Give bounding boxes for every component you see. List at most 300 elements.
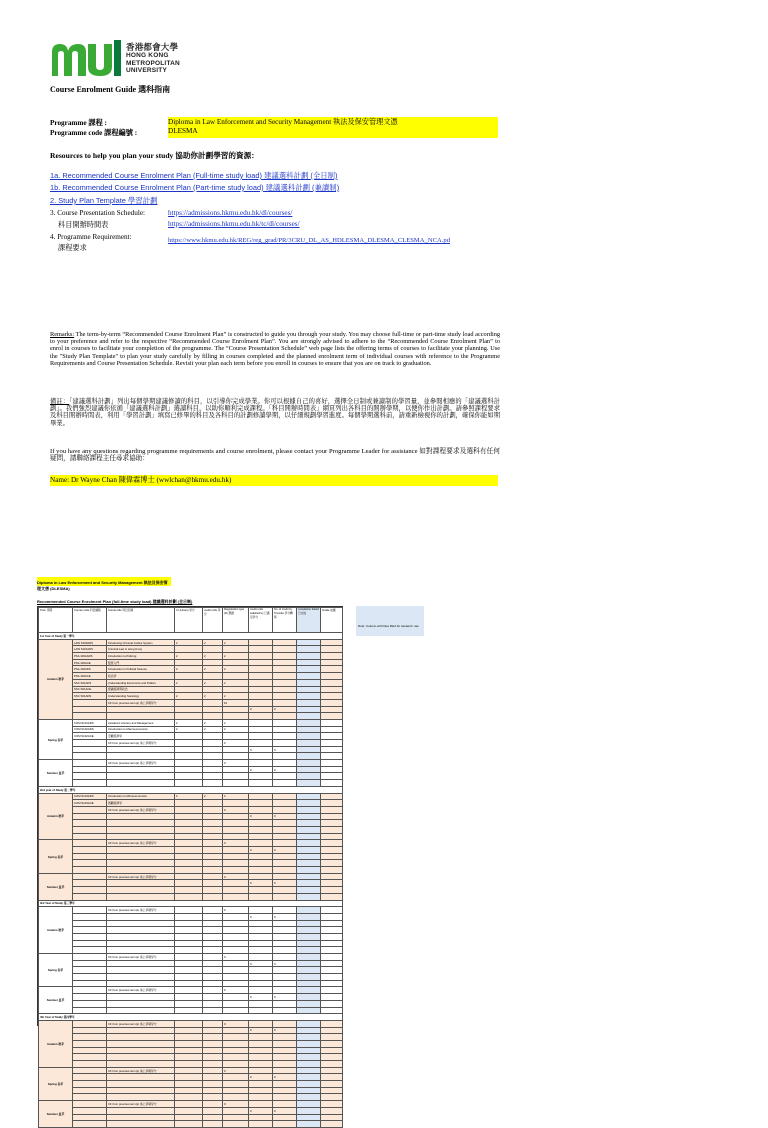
table-cell	[203, 853, 223, 860]
table-cell	[73, 1034, 107, 1041]
table-cell	[297, 806, 321, 813]
table-row	[39, 1061, 343, 1068]
table-cell	[107, 706, 175, 713]
table-cell	[107, 1047, 175, 1054]
table-cell	[297, 1114, 321, 1121]
table-cell	[297, 1047, 321, 1054]
table-cell	[223, 659, 249, 666]
table-cell	[223, 1027, 249, 1034]
table-cell	[203, 954, 223, 961]
table-cell: 0	[273, 1107, 297, 1114]
table-cell	[321, 1054, 343, 1061]
table-cell	[321, 940, 343, 947]
table-cell: SSC S01ADS	[73, 693, 107, 700]
table-cell	[73, 740, 107, 747]
table-cell	[223, 947, 249, 954]
table-cell	[175, 987, 203, 994]
table-cell	[297, 860, 321, 867]
table-cell	[273, 1047, 297, 1054]
table-cell	[73, 1094, 107, 1101]
table-cell	[73, 1061, 107, 1068]
table-cell	[203, 1101, 223, 1108]
table-cell	[203, 1094, 223, 1101]
table-row	[39, 1087, 343, 1094]
table-cell: Introduction to Macroeconomics	[107, 726, 175, 733]
table-cell: 2	[203, 639, 223, 646]
table-cell	[175, 733, 203, 740]
table-cell	[297, 793, 321, 800]
table-cell	[175, 1027, 203, 1034]
table-cell: CF from previous term(s) 承上學期學分	[107, 1101, 175, 1108]
table-cell	[73, 967, 107, 974]
table-cell	[321, 686, 343, 693]
table-cell	[73, 833, 107, 840]
table-cell: Spring 春季	[39, 1067, 73, 1100]
table-cell: COM S102ACE	[73, 733, 107, 740]
table-cell: 0	[223, 1020, 249, 1027]
table-cell	[73, 806, 107, 813]
table-cell	[73, 913, 107, 920]
table-cell: 0	[273, 746, 297, 753]
table-cell	[321, 753, 343, 760]
table-cell	[175, 947, 203, 954]
table-cell	[175, 954, 203, 961]
table-cell	[321, 699, 343, 706]
table-cell	[175, 773, 203, 780]
table-cell: Autumn 秋季	[39, 1020, 73, 1067]
table-cell	[249, 1094, 273, 1101]
table-cell	[107, 766, 175, 773]
table-cell	[249, 726, 273, 733]
table-cell: 0	[273, 960, 297, 967]
link-part-time-plan[interactable]: 1b. Recommended Course Enrolment Plan (Part-time study load) 建議選科計劃 (兼讀制)	[50, 183, 340, 192]
table-cell	[107, 980, 175, 987]
table-cell	[223, 853, 249, 860]
table-cell	[297, 847, 321, 854]
table-cell	[273, 974, 297, 981]
table-cell	[321, 806, 343, 813]
table-cell	[223, 746, 249, 753]
table-cell: COM S102ADS	[73, 726, 107, 733]
link-study-plan-template[interactable]: 2. Study Plan Template 學習計劃	[50, 196, 158, 205]
table-cell	[175, 713, 203, 720]
table-cell	[249, 653, 273, 660]
table-cell	[203, 940, 223, 947]
remarks-paragraph	[50, 331, 500, 367]
table-cell: 2	[223, 719, 249, 726]
table-row	[39, 974, 343, 981]
year-row	[39, 1014, 343, 1021]
table-row	[39, 847, 343, 854]
table-cell	[249, 639, 273, 646]
table-row	[39, 713, 343, 720]
table-cell	[73, 893, 107, 900]
table-cell	[273, 1061, 297, 1068]
table-cell: CF from previous term(s) 承上學期學分	[107, 760, 175, 767]
table-cell	[297, 1061, 321, 1068]
table-cell	[321, 994, 343, 1001]
presentation-schedule-label: 3. Course Presentation Schedule:	[50, 209, 146, 217]
table-cell	[175, 920, 203, 927]
table-cell	[321, 773, 343, 780]
presentation-schedule-link-en[interactable]: https://admissions.hkmu.edu.hk/dl/courses/	[168, 209, 293, 217]
table-cell	[249, 933, 273, 940]
column-header: completion ticked 已完成	[297, 608, 321, 633]
table-row	[39, 833, 343, 840]
table-cell	[321, 766, 343, 773]
table-cell	[107, 1087, 175, 1094]
table-cell: 2	[175, 719, 203, 726]
table-cell	[297, 679, 321, 686]
table-row	[39, 686, 343, 693]
table-cell	[175, 887, 203, 894]
table-cell	[203, 753, 223, 760]
table-cell	[223, 766, 249, 773]
table-cell	[273, 1087, 297, 1094]
table-cell: Summer 夏季	[39, 760, 73, 787]
table-cell: PSA 100ACE	[73, 659, 107, 666]
table-cell	[223, 913, 249, 920]
programme-code-value: DLESMA	[168, 127, 498, 138]
table-cell	[273, 719, 297, 726]
table-cell	[249, 820, 273, 827]
table-cell	[175, 1047, 203, 1054]
table-cell	[249, 1061, 273, 1068]
table-cell: 2nd year of Study 第二學年	[39, 786, 343, 793]
table-cell	[249, 666, 273, 673]
table-cell	[321, 760, 343, 767]
table-cell	[321, 713, 343, 720]
table-cell: 0	[249, 994, 273, 1001]
table-cell	[249, 1114, 273, 1121]
column-header: No. of credit by Transfer 學分轉移	[273, 608, 297, 633]
table-cell	[273, 659, 297, 666]
table-cell	[249, 1121, 273, 1128]
table-row	[39, 920, 343, 927]
table-cell	[73, 1007, 107, 1014]
table-cell	[107, 1000, 175, 1007]
table-cell	[273, 920, 297, 927]
table-cell: Autumn 秋季	[39, 907, 73, 954]
table-cell: 0	[249, 1107, 273, 1114]
table-cell	[175, 753, 203, 760]
table-cell	[321, 1081, 343, 1088]
table-cell	[73, 813, 107, 820]
table-cell: 0	[223, 840, 249, 847]
column-header: Course code 科目編號	[73, 608, 107, 633]
table-cell	[273, 806, 297, 813]
table-cell	[273, 726, 297, 733]
table-row	[39, 766, 343, 773]
table-cell	[321, 1074, 343, 1081]
table-cell	[297, 666, 321, 673]
table-cell	[249, 719, 273, 726]
table-cell	[203, 1034, 223, 1041]
table-cell	[273, 893, 297, 900]
table-cell	[107, 920, 175, 927]
table-cell	[223, 1107, 249, 1114]
table-cell	[107, 940, 175, 947]
table-cell	[273, 646, 297, 653]
table-cell	[273, 760, 297, 767]
table-cell: 2	[203, 693, 223, 700]
table-cell	[203, 806, 223, 813]
table-cell: 2	[175, 693, 203, 700]
table-cell	[321, 954, 343, 961]
table-cell: Summer 夏季	[39, 873, 73, 900]
table-cell	[223, 927, 249, 934]
table-cell	[203, 1020, 223, 1027]
table-cell: 0	[249, 913, 273, 920]
table-cell	[273, 1000, 297, 1007]
table-cell	[203, 1067, 223, 1074]
link-full-time-plan[interactable]: 1a. Recommended Course Enrolment Plan (Full-time study load) 建議選科計劃 (全日制)	[50, 171, 338, 180]
column-header: Grade 成績	[321, 608, 343, 633]
table-cell	[175, 699, 203, 706]
table-row	[39, 746, 343, 753]
table-cell	[203, 987, 223, 994]
table-cell: 0	[223, 873, 249, 880]
table-cell	[107, 960, 175, 967]
table-cell	[321, 1094, 343, 1101]
table-cell	[107, 1074, 175, 1081]
table-cell	[73, 960, 107, 967]
table-cell: PSA 100AADS	[73, 653, 107, 660]
sheet-note: Note: Column with blue filled for students' use	[356, 606, 424, 636]
table-cell	[321, 679, 343, 686]
table-cell: LAW S101ADS	[73, 646, 107, 653]
table-cell	[203, 773, 223, 780]
table-cell	[223, 980, 249, 987]
table-cell	[273, 867, 297, 874]
table-cell	[223, 860, 249, 867]
table-cell	[203, 673, 223, 680]
table-cell	[273, 639, 297, 646]
table-row	[39, 1000, 343, 1007]
table-row	[39, 673, 343, 680]
table-cell: 0	[273, 880, 297, 887]
table-cell	[203, 960, 223, 967]
table-cell	[297, 1054, 321, 1061]
table-cell	[297, 920, 321, 927]
table-cell	[203, 659, 223, 666]
table-cell: Criminal Law in Hong Kong	[107, 646, 175, 653]
table-cell	[203, 699, 223, 706]
table-cell	[297, 800, 321, 807]
table-cell	[203, 820, 223, 827]
table-cell	[175, 840, 203, 847]
table-cell: Introduction to Microeconomics	[107, 793, 175, 800]
programme-label: Programme 課程 :	[50, 119, 107, 127]
table-row	[39, 753, 343, 760]
table-cell	[175, 746, 203, 753]
table-cell	[321, 840, 343, 847]
table-cell	[73, 853, 107, 860]
table-cell	[297, 686, 321, 693]
table-cell	[297, 1107, 321, 1114]
table-cell	[223, 847, 249, 854]
table-cell	[175, 994, 203, 1001]
table-cell	[175, 673, 203, 680]
table-cell	[203, 907, 223, 914]
table-cell	[273, 666, 297, 673]
table-cell	[107, 947, 175, 954]
table-cell: COM S103ADS	[73, 793, 107, 800]
table-cell	[175, 826, 203, 833]
table-cell	[223, 773, 249, 780]
table-cell	[273, 653, 297, 660]
programme-requirement-link[interactable]: https://www.hkmu.edu.hk/REG/reg_grad/PR/3CRU_DL_AS_HDLESMA_DLESMA_CLESMA_NCA.pd	[168, 237, 451, 244]
table-cell	[223, 1007, 249, 1014]
table-cell	[297, 699, 321, 706]
table-row	[39, 813, 343, 820]
table-cell	[107, 826, 175, 833]
table-cell	[321, 867, 343, 874]
table-cell	[223, 940, 249, 947]
table-cell	[223, 893, 249, 900]
column-header: Cr (Hours) 學分	[175, 608, 203, 633]
table-cell	[107, 967, 175, 974]
table-row	[39, 927, 343, 934]
table-cell	[175, 1121, 203, 1128]
year-row	[39, 633, 343, 640]
table-cell	[203, 847, 223, 854]
table-cell	[297, 840, 321, 847]
presentation-schedule-link-tc[interactable]: https://admissions.hkmu.edu.hk/tc/dl/courses/	[168, 220, 300, 228]
table-row	[39, 666, 343, 673]
table-cell	[273, 967, 297, 974]
table-cell	[107, 1061, 175, 1068]
table-cell	[223, 1121, 249, 1128]
table-cell	[203, 840, 223, 847]
table-cell	[175, 1007, 203, 1014]
table-cell	[73, 907, 107, 914]
table-cell: 2	[223, 726, 249, 733]
table-cell	[249, 967, 273, 974]
table-cell	[297, 733, 321, 740]
table-row	[39, 760, 343, 767]
table-cell	[321, 800, 343, 807]
table-cell	[175, 806, 203, 813]
table-cell	[203, 867, 223, 874]
table-cell: 0	[249, 847, 273, 854]
table-cell	[273, 1114, 297, 1121]
table-cell	[249, 1020, 273, 1027]
table-cell	[73, 773, 107, 780]
table-cell	[249, 893, 273, 900]
table-cell	[249, 646, 273, 653]
table-cell	[223, 1034, 249, 1041]
table-cell	[73, 994, 107, 1001]
table-cell	[175, 913, 203, 920]
table-row	[39, 1094, 343, 1101]
table-cell	[297, 773, 321, 780]
table-cell: CF from previous term(s) 承上學期學分	[107, 987, 175, 994]
table-cell	[203, 920, 223, 927]
table-cell	[297, 653, 321, 660]
table-cell	[73, 940, 107, 947]
table-cell	[223, 820, 249, 827]
table-cell: 0	[273, 913, 297, 920]
table-cell	[249, 1040, 273, 1047]
table-cell	[175, 646, 203, 653]
programme-requirement-label: 4. Programme Requirement:	[50, 233, 132, 241]
table-cell	[107, 753, 175, 760]
table-cell	[321, 639, 343, 646]
table-cell	[223, 713, 249, 720]
table-cell	[203, 646, 223, 653]
table-cell	[249, 853, 273, 860]
table-row	[39, 699, 343, 706]
table-cell	[73, 867, 107, 874]
remarks-text: The term-by-term “Recommended Course Enrolment Plan” is constructed to guide you through your study. You may choose full-time or part-time study load according to your preference and refer to the respective “Recommended Course Enrolment Plan”. You are strongly advised to adhere to the “Recommended Course Enrolment Plan” to enrol in courses to facilitate your completion of the programme. The “Course Presentation Schedule” web page lists the offering terms of courses to facilitate your planning. Use the "Study Plan Template" to plan your study carefully by filling in courses completed and the planned enrolment term of individual courses with reference to the Programme Requirements and Course Presentation Schedule. Revisit your plan each term before you enroll in courses to ensure that you are on track to graduation.	[50, 331, 500, 367]
table-cell	[203, 760, 223, 767]
table-cell	[273, 800, 297, 807]
table-cell	[321, 1121, 343, 1128]
table-cell	[175, 1061, 203, 1068]
table-cell: COM S103ACE	[73, 800, 107, 807]
table-row	[39, 740, 343, 747]
table-cell	[273, 740, 297, 747]
table-cell	[223, 833, 249, 840]
remarks-cn-text: 「建議選科計劃」列出每個學期建議修讀的科目，以引導你完成學業。你可以根據自己的喜好，選擇全日制或兼讀制的學習量，並參閱相應的「建議選科計劃」。我們強烈建議你依循「建議選科計劃」選讀科目，以助你順利完成課程。「科目開辦時間表」網頁列出各科目的開辦學期，以便你作出計劃。請參照課程要求及科目開辦時間表，利用「學習計劃」填寫已修畢的科目及各科目的計劃修讀學期，以仔細規劃學習進度。每個學期選科前，請重新檢視你的計劃，確保你能如期畢業。	[50, 398, 500, 427]
table-cell	[175, 873, 203, 880]
table-cell	[73, 860, 107, 867]
year-row	[39, 900, 343, 907]
table-cell	[203, 706, 223, 713]
table-cell	[249, 940, 273, 947]
table-cell	[175, 1081, 203, 1088]
table-cell: CF from previous term(s) 承上學期學分	[107, 740, 175, 747]
table-cell	[297, 1040, 321, 1047]
table-cell	[203, 1074, 223, 1081]
table-cell	[321, 847, 343, 854]
table-cell	[203, 740, 223, 747]
table-cell: CF from previous term(s) 承上學期學分	[107, 699, 175, 706]
table-row	[39, 1034, 343, 1041]
table-cell: 2	[175, 653, 203, 660]
table-row	[39, 994, 343, 1001]
column-header: Registration type (R) 選讀	[223, 608, 249, 633]
table-cell	[203, 1000, 223, 1007]
study-plan-table	[37, 606, 343, 1116]
table-cell	[175, 960, 203, 967]
table-cell	[107, 1094, 175, 1101]
table-cell	[249, 693, 273, 700]
table-cell	[175, 800, 203, 807]
table-cell	[203, 826, 223, 833]
table-row	[39, 987, 343, 994]
table-cell	[203, 1114, 223, 1121]
table-cell	[297, 639, 321, 646]
table-cell	[297, 766, 321, 773]
table-row	[39, 873, 343, 880]
table-cell	[223, 920, 249, 927]
table-cell	[249, 740, 273, 747]
table-cell	[321, 659, 343, 666]
table-cell	[297, 713, 321, 720]
sheet-plan-title: Recommended Course Enrolment Plan (full-time study load) 建議選科計劃 (全日制)	[37, 599, 193, 604]
table-cell: 4th Year of Study 第四學年	[39, 1014, 343, 1021]
table-cell	[273, 907, 297, 914]
table-cell	[175, 1067, 203, 1074]
logo-en-2: METROPOLITAN	[126, 59, 180, 67]
table-cell	[297, 853, 321, 860]
table-cell: 微觀經濟學	[107, 800, 175, 807]
programme-code-label: Programme code 課程編號 :	[50, 129, 138, 137]
table-cell	[273, 1007, 297, 1014]
table-cell	[321, 746, 343, 753]
